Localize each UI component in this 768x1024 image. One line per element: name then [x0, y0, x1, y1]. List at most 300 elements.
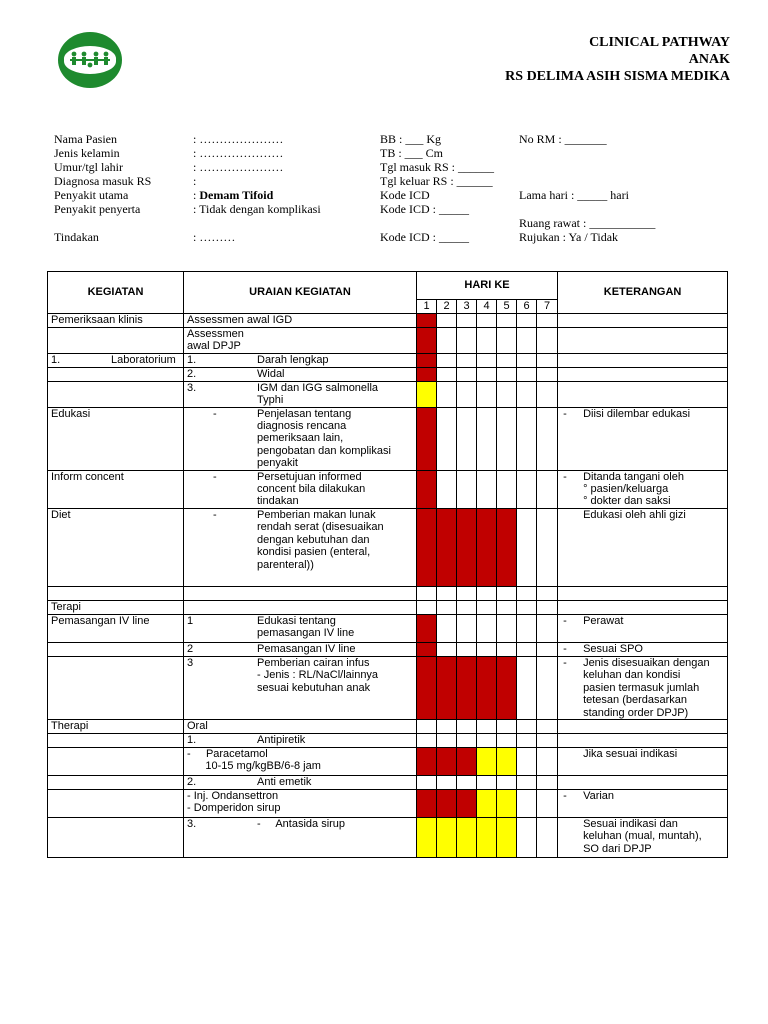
day-cell-empty [537, 733, 558, 747]
day-number: 4 [477, 300, 497, 314]
day-cell-empty [497, 407, 517, 470]
cell-keterangan [558, 817, 728, 857]
day-cell-red [417, 656, 437, 719]
day-cell-empty [537, 817, 558, 857]
day-cell-red [457, 656, 477, 719]
day-cell-empty [537, 353, 558, 367]
day-cell-empty [537, 314, 558, 328]
uraian-text: Assessmen awal IGD [187, 314, 293, 326]
day-cell-yellow [457, 817, 477, 857]
uraian-text: Darah lengkap [257, 353, 329, 366]
cell-kegiatan [48, 353, 184, 367]
day-cell-empty [417, 586, 437, 600]
day-cell-empty [537, 470, 558, 508]
uraian-number: 2. [187, 367, 197, 380]
keterangan-text: Perawat [583, 614, 624, 627]
day-cell-empty [537, 407, 558, 470]
keterangan-dash [561, 509, 583, 521]
cell-kegiatan [48, 314, 184, 328]
cell-kegiatan [48, 614, 184, 642]
cell-uraian [184, 381, 417, 407]
day-cell-empty [497, 642, 517, 656]
day-cell-yellow [497, 817, 517, 857]
day-cell-empty [517, 733, 537, 747]
cell-kegiatan [48, 789, 184, 817]
header-hari-ke: HARI KE [417, 272, 558, 300]
day-cell-red [437, 656, 457, 719]
day-cell-empty [517, 614, 537, 642]
day-cell-empty [457, 642, 477, 656]
keterangan-text: Jika sesuai indikasi [583, 747, 678, 760]
day-cell-empty [517, 328, 537, 354]
day-number: 5 [497, 300, 517, 314]
cell-kegiatan [48, 656, 184, 719]
label-penyakit-penyerta: Penyakit penyerta [54, 202, 141, 216]
day-cell-yellow [497, 747, 517, 775]
cell-kegiatan [48, 407, 184, 470]
table-row [48, 600, 728, 614]
uraian-number: 3. [187, 381, 197, 394]
cell-kegiatan [48, 470, 184, 508]
cell-uraian [184, 314, 417, 328]
header-hospital-name: RS DELIMA ASIH SISMA MEDIKA [505, 69, 730, 84]
day-cell-yellow [417, 817, 437, 857]
day-cell-empty [417, 600, 437, 614]
uraian-text: Oral [187, 719, 208, 732]
day-cell-empty [477, 353, 497, 367]
cell-uraian [184, 367, 417, 381]
day-cell-empty [537, 508, 558, 586]
day-cell-empty [517, 586, 537, 600]
cell-uraian [184, 719, 417, 733]
uraian-wrap [187, 720, 413, 732]
day-cell-red [417, 407, 437, 470]
value-prefix: : [193, 188, 200, 202]
cell-uraian [184, 353, 417, 367]
day-cell-empty [537, 328, 558, 354]
day-cell-empty [477, 614, 497, 642]
uraian-wrap [187, 382, 413, 407]
kegiatan-text: Terapi [51, 600, 81, 613]
uraian-wrap [187, 615, 413, 640]
day-cell-empty [537, 381, 558, 407]
day-cell-red [457, 789, 477, 817]
day-cell-empty [457, 470, 477, 508]
day-cell-red [417, 353, 437, 367]
day-cell-empty [477, 733, 497, 747]
cell-uraian [184, 747, 417, 775]
uraian-wrap [187, 354, 413, 366]
day-cell-empty [517, 719, 537, 733]
day-cell-red [457, 747, 477, 775]
cell-kegiatan [48, 381, 184, 407]
uraian-number: 3. [187, 817, 197, 830]
keterangan-dash [561, 748, 583, 760]
kegiatan-number: 1. [51, 353, 61, 366]
day-cell-empty [497, 614, 517, 642]
day-cell-empty [437, 381, 457, 407]
uraian-number: 1. [187, 353, 197, 366]
keterangan-wrap [561, 657, 724, 719]
day-cell-empty [437, 353, 457, 367]
label-nama-pasien: Nama Pasien [54, 132, 117, 146]
uraian-wrap [187, 314, 413, 326]
uraian-number: 3 [187, 656, 194, 669]
field-lama-hari: Lama hari : _____ hari [519, 188, 629, 202]
day-cell-empty [457, 367, 477, 381]
uraian-text: Edukasi tentang pemasangan IV line [257, 614, 355, 640]
day-cell-empty [517, 367, 537, 381]
uraian-text: Assessmen awal DPJP [187, 328, 244, 353]
cell-keterangan [558, 470, 728, 508]
day-cell-red [417, 642, 437, 656]
keterangan-text: Sesuai indikasi dan keluhan (mual, muntah), SO dari DPJP [583, 817, 702, 855]
value-umur: : ………………… [193, 160, 284, 174]
keterangan-text: Edukasi oleh ahli gizi [583, 508, 686, 521]
day-cell-empty [517, 817, 537, 857]
day-cell-empty [517, 600, 537, 614]
day-cell-empty [457, 314, 477, 328]
field-tgl-masuk: Tgl masuk RS : ______ [380, 160, 495, 174]
keterangan-wrap [561, 643, 724, 655]
keterangan-wrap [561, 615, 724, 627]
cell-kegiatan [48, 747, 184, 775]
day-cell-empty [497, 328, 517, 354]
day-cell-yellow [477, 789, 497, 817]
cell-keterangan [558, 719, 728, 733]
cell-uraian [184, 656, 417, 719]
day-cell-empty [497, 470, 517, 508]
day-cell-empty [497, 775, 517, 789]
day-number: 7 [537, 300, 558, 314]
header-uraian: URAIAN KEGIATAN [184, 272, 417, 314]
day-cell-empty [497, 719, 517, 733]
day-cell-empty [517, 407, 537, 470]
day-cell-empty [537, 614, 558, 642]
day-cell-red [477, 508, 497, 586]
table-row [48, 775, 728, 789]
uraian-text: Penjelasan tentang diagnosis rencana pemeriksaan lain, pengobatan dan komplikasi penyakit [257, 407, 391, 470]
day-cell-empty [537, 719, 558, 733]
day-cell-yellow [477, 817, 497, 857]
day-cell-empty [437, 642, 457, 656]
day-cell-red [417, 789, 437, 817]
keterangan-dash: - [563, 642, 567, 655]
field-ruang-rawat: Ruang rawat : ___________ [519, 216, 656, 230]
day-cell-empty [477, 381, 497, 407]
day-cell-empty [437, 328, 457, 354]
day-cell-empty [477, 328, 497, 354]
day-cell-red [497, 508, 517, 586]
kegiatan-text: Pemeriksaan klinis [51, 314, 143, 326]
day-cell-empty [417, 733, 437, 747]
table-row [48, 817, 728, 857]
keterangan-wrap [561, 471, 724, 508]
field-kode-icd-2: Kode ICD : _____ [380, 202, 469, 216]
day-cell-empty [537, 775, 558, 789]
field-tb: TB : ___ Cm [380, 146, 444, 160]
day-cell-empty [517, 314, 537, 328]
uraian-text: - Antasida sirup [257, 817, 346, 830]
cell-uraian [184, 328, 417, 354]
day-cell-red [457, 508, 477, 586]
day-cell-empty [537, 656, 558, 719]
day-cell-yellow [437, 817, 457, 857]
clinical-pathway-table [47, 271, 728, 858]
day-cell-empty [497, 367, 517, 381]
uraian-number: 2 [187, 642, 194, 655]
day-number: 3 [457, 300, 477, 314]
table-row [48, 719, 728, 733]
cell-keterangan [558, 614, 728, 642]
day-cell-empty [417, 719, 437, 733]
field-no-rm: No RM : _______ [519, 132, 607, 146]
day-cell-empty [497, 586, 517, 600]
table-row [48, 367, 728, 381]
value-penyakit-penyerta: : Tidak dengan komplikasi [193, 202, 321, 216]
day-cell-yellow [417, 381, 437, 407]
keterangan-text: Varian [583, 789, 615, 802]
uraian-wrap [187, 748, 413, 773]
keterangan-text: Sesuai SPO [583, 642, 643, 655]
cell-kegiatan [48, 817, 184, 857]
uraian-dash: - [213, 508, 217, 521]
day-cell-empty [457, 328, 477, 354]
day-cell-empty [517, 789, 537, 817]
day-cell-red [417, 367, 437, 381]
table-row [48, 407, 728, 470]
cell-keterangan [558, 508, 728, 586]
header-kegiatan: KEGIATAN [48, 272, 184, 314]
day-cell-empty [517, 508, 537, 586]
field-tgl-keluar: Tgl keluar RS : ______ [380, 174, 493, 188]
cell-uraian [184, 775, 417, 789]
uraian-wrap [187, 471, 413, 508]
kegiatan-text: Diet [51, 508, 71, 521]
uraian-wrap [187, 368, 413, 380]
table-row [48, 747, 728, 775]
uraian-wrap [187, 776, 413, 788]
cell-keterangan [558, 314, 728, 328]
uraian-wrap [187, 657, 413, 694]
day-cell-empty [537, 367, 558, 381]
header-subtitle: ANAK [688, 52, 730, 67]
uraian-text: Anti emetik [257, 775, 312, 788]
day-cell-empty [537, 600, 558, 614]
cell-kegiatan [48, 600, 184, 614]
value-penyakit-utama-bold: Demam Tifoid [199, 188, 274, 202]
uraian-number: 2. [187, 775, 197, 788]
uraian-text: Persetujuan informed concent bila dilakukan tindakan [257, 470, 366, 508]
field-rujukan: Rujukan : Ya / Tidak [519, 230, 619, 244]
day-cell-empty [497, 353, 517, 367]
day-cell-empty [477, 470, 497, 508]
day-number: 6 [517, 300, 537, 314]
uraian-wrap [187, 509, 413, 571]
cell-kegiatan [48, 642, 184, 656]
day-cell-empty [517, 775, 537, 789]
table-row [48, 586, 728, 600]
day-cell-empty [457, 407, 477, 470]
day-cell-empty [517, 353, 537, 367]
table-row [48, 353, 728, 367]
value-jenis-kelamin: : ………………… [193, 146, 284, 160]
day-cell-empty [457, 381, 477, 407]
cell-uraian [184, 508, 417, 586]
day-cell-empty [537, 642, 558, 656]
day-cell-empty [437, 314, 457, 328]
day-cell-empty [437, 586, 457, 600]
cell-keterangan [558, 747, 728, 775]
uraian-dash: - [213, 470, 217, 483]
keterangan-wrap [561, 509, 724, 521]
cell-keterangan [558, 656, 728, 719]
cell-kegiatan [48, 367, 184, 381]
day-cell-red [417, 328, 437, 354]
cell-uraian [184, 789, 417, 817]
uraian-text: Pemberian cairan infus - Jenis : RL/NaCl/lainnya sesuai kebutuhan anak [257, 656, 379, 694]
uraian-text: Pemasangan IV line [257, 642, 356, 655]
keterangan-dash: - [563, 656, 567, 669]
cell-uraian [184, 733, 417, 747]
cell-keterangan [558, 775, 728, 789]
day-cell-empty [457, 586, 477, 600]
day-cell-empty [517, 656, 537, 719]
day-cell-empty [457, 733, 477, 747]
table-row [48, 656, 728, 719]
kegiatan-text: Pemasangan IV line [51, 614, 150, 627]
uraian-dash: - [213, 407, 217, 420]
day-cell-empty [417, 775, 437, 789]
day-number: 1 [417, 300, 437, 314]
kegiatan-text: Therapi [51, 719, 89, 732]
day-cell-empty [537, 586, 558, 600]
value-nama-pasien: : ………………… [193, 132, 284, 146]
keterangan-dash: - [563, 789, 567, 802]
table-row [48, 381, 728, 407]
day-cell-red [417, 508, 437, 586]
keterangan-wrap [561, 408, 724, 420]
header-keterangan: KETERANGAN [558, 272, 728, 314]
cell-uraian [184, 817, 417, 857]
uraian-wrap [187, 790, 413, 815]
day-cell-red [437, 789, 457, 817]
uraian-text: Pemberian makan lunak rendah serat (disesuaikan dengan kebutuhan dan kondisi pasien (enteral, parenteral)) [257, 508, 384, 571]
day-cell-red [437, 508, 457, 586]
day-cell-red [417, 614, 437, 642]
kegiatan-text: Inform concent [51, 470, 124, 483]
table-row [48, 789, 728, 817]
day-cell-yellow [497, 789, 517, 817]
value-diagnosa: : [193, 174, 197, 188]
label-umur: Umur/tgl lahir [54, 160, 123, 174]
day-cell-red [477, 656, 497, 719]
table-row [48, 508, 728, 586]
day-cell-empty [457, 775, 477, 789]
table-row [48, 314, 728, 328]
day-cell-empty [477, 600, 497, 614]
day-cell-empty [477, 407, 497, 470]
day-cell-empty [477, 314, 497, 328]
day-cell-red [497, 656, 517, 719]
cell-kegiatan [48, 733, 184, 747]
cell-keterangan [558, 642, 728, 656]
day-cell-empty [437, 470, 457, 508]
day-cell-empty [477, 775, 497, 789]
day-cell-empty [437, 775, 457, 789]
uraian-wrap [187, 734, 413, 746]
keterangan-text: Diisi dilembar edukasi [583, 407, 691, 420]
cell-keterangan [558, 367, 728, 381]
uraian-text: - Paracetamol 10-15 mg/kgBB/6-8 jam [187, 747, 321, 773]
day-cell-empty [517, 470, 537, 508]
cell-kegiatan [48, 586, 184, 600]
day-cell-empty [497, 600, 517, 614]
day-cell-empty [517, 381, 537, 407]
day-cell-empty [497, 733, 517, 747]
field-bb: BB : ___ Kg [380, 132, 442, 146]
cell-keterangan [558, 600, 728, 614]
day-cell-empty [477, 642, 497, 656]
day-cell-empty [457, 600, 477, 614]
cell-uraian [184, 642, 417, 656]
table-row [48, 733, 728, 747]
uraian-text: - Inj. Ondansettron - Domperidon sirup [187, 789, 281, 815]
cell-kegiatan [48, 775, 184, 789]
label-diagnosa: Diagnosa masuk RS [54, 174, 152, 188]
table-row [48, 470, 728, 508]
field-kode-icd-3: Kode ICD : _____ [380, 230, 469, 244]
label-penyakit-utama: Penyakit utama [54, 188, 129, 202]
value-penyakit-utama [193, 188, 273, 202]
uraian-number: 1 [187, 614, 194, 627]
day-cell-empty [437, 600, 457, 614]
day-cell-empty [517, 642, 537, 656]
patient-info [0, 0, 768, 260]
day-cell-empty [477, 586, 497, 600]
table-body [48, 314, 728, 858]
day-cell-empty [437, 407, 457, 470]
cell-uraian [184, 470, 417, 508]
cell-kegiatan [48, 719, 184, 733]
cell-uraian [184, 600, 417, 614]
cell-uraian [184, 586, 417, 600]
keterangan-text: Jenis disesuaikan dengan keluhan dan kondisi pasien termasuk jumlah tetesan (berdasarkan standing order DPJP) [583, 656, 710, 719]
cell-kegiatan [48, 508, 184, 586]
uraian-number: 1. [187, 733, 197, 746]
header-title: CLINICAL PATHWAY [589, 35, 730, 50]
day-cell-empty [437, 719, 457, 733]
keterangan-text: Ditanda tangani oleh ° pasien/keluarga ° dokter dan saksi [583, 470, 684, 508]
day-cell-empty [437, 614, 457, 642]
cell-keterangan [558, 328, 728, 354]
cell-uraian [184, 614, 417, 642]
uraian-text: Widal [257, 367, 285, 380]
day-cell-empty [437, 367, 457, 381]
table-row [48, 614, 728, 642]
table-row [48, 328, 728, 354]
value-tindakan: : ……… [193, 230, 236, 244]
day-cell-empty [497, 314, 517, 328]
table-row [48, 642, 728, 656]
day-cell-yellow [477, 747, 497, 775]
cell-keterangan [558, 733, 728, 747]
day-cell-empty [537, 747, 558, 775]
label-jenis-kelamin: Jenis kelamin [54, 146, 120, 160]
day-cell-red [417, 747, 437, 775]
cell-uraian [184, 407, 417, 470]
day-cell-empty [477, 719, 497, 733]
